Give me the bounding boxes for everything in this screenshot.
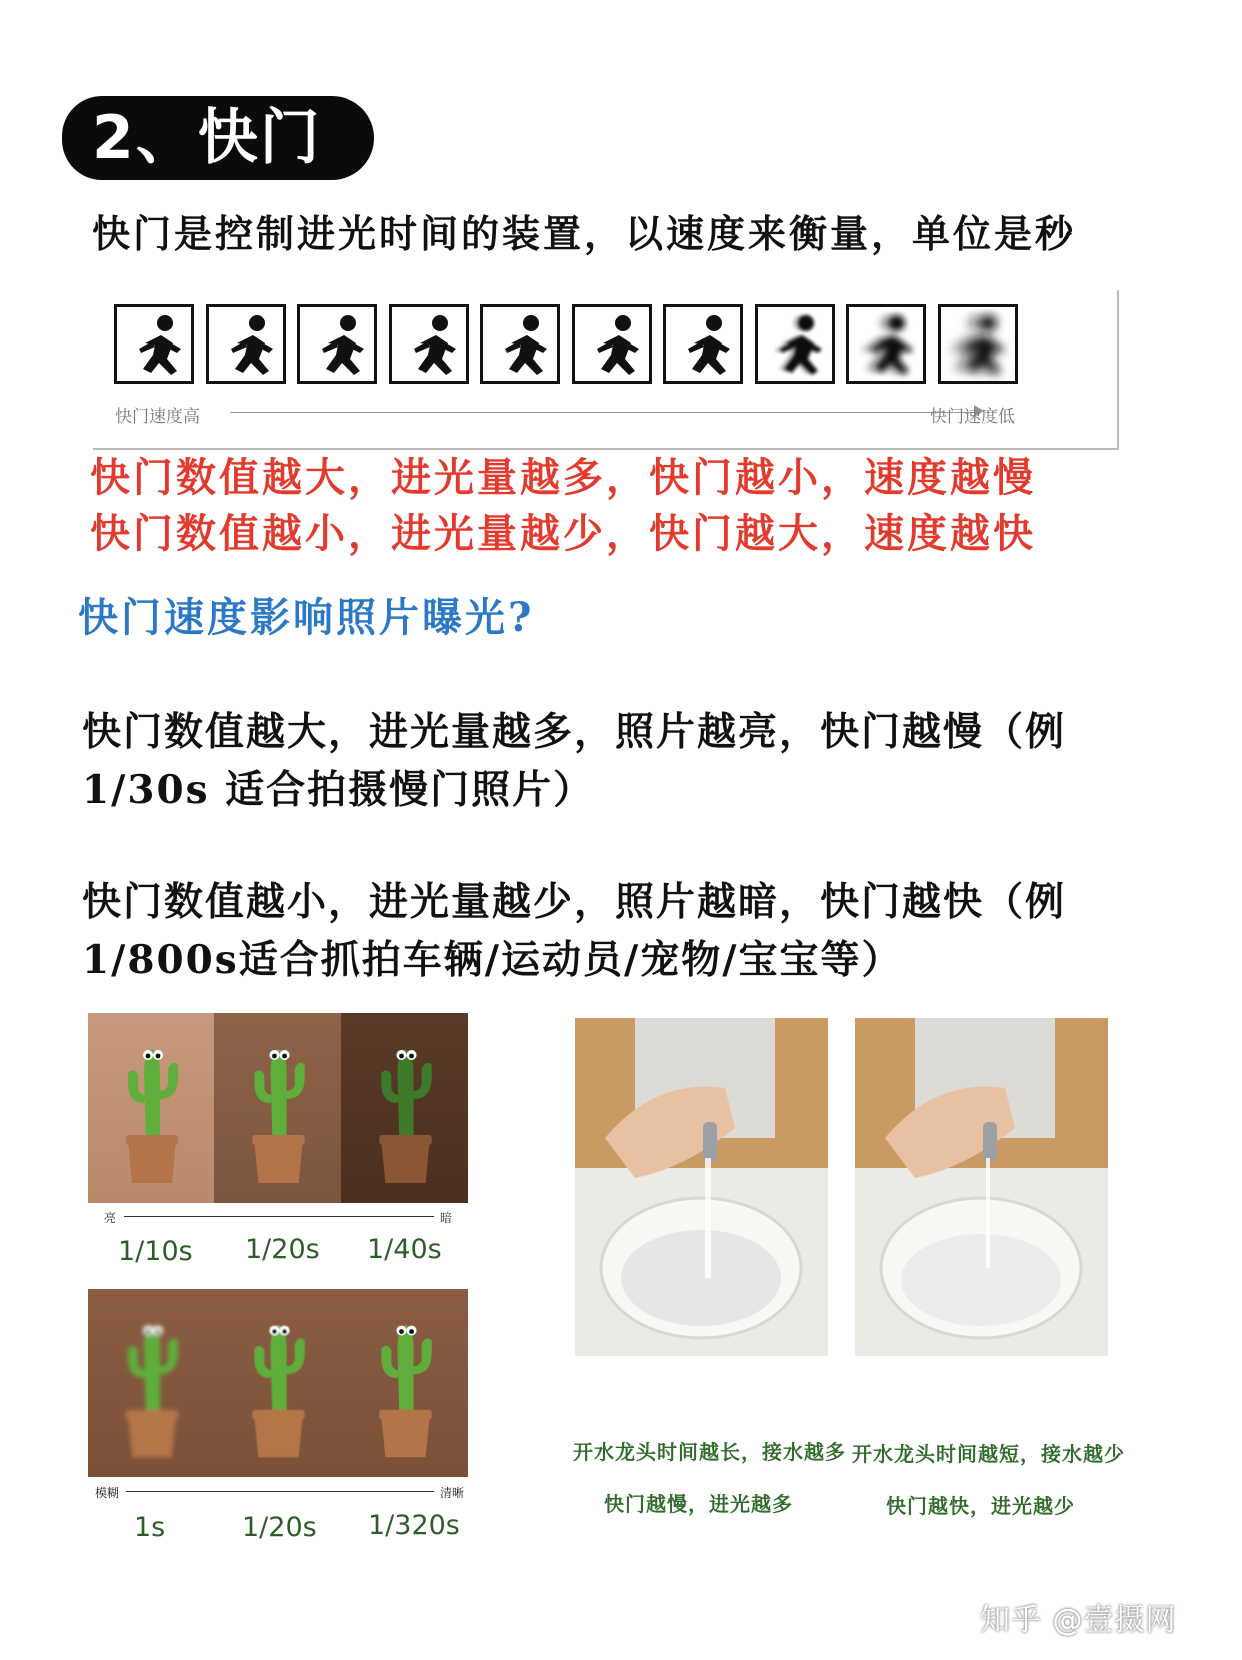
speed-label: 1/40s bbox=[367, 1234, 442, 1265]
running-man-icon bbox=[575, 307, 649, 381]
speed-label: 1/20s bbox=[242, 1512, 317, 1543]
sharp-label: 清晰 bbox=[440, 1486, 465, 1500]
speed-label: 1/10s bbox=[118, 1236, 193, 1267]
running-man-frame bbox=[297, 304, 377, 384]
running-man-frame bbox=[206, 304, 286, 384]
paragraph-1-line-1: 快门数值越大，进光量越多，照片越亮，快门越慢（例 bbox=[82, 709, 1067, 755]
rule-2: 快门数值越小，进光量越少，快门越大，速度越快 bbox=[90, 510, 1036, 557]
running-man-icon bbox=[849, 307, 923, 381]
blurry-label: 模糊 bbox=[95, 1486, 120, 1500]
running-man-frame bbox=[663, 304, 743, 384]
running-man-icon bbox=[300, 307, 374, 381]
water-photo-short bbox=[855, 1018, 1108, 1356]
speed-label: 1/320s bbox=[368, 1510, 460, 1541]
cactus-motion-photo-3 bbox=[341, 1289, 468, 1477]
bright-label: 亮 bbox=[104, 1211, 117, 1225]
running-man-icon bbox=[941, 307, 1015, 381]
running-man-frame bbox=[938, 304, 1018, 384]
paragraph-1-line-2: 1/30s 适合拍摄慢门照片） bbox=[82, 767, 595, 813]
cactus-exposure-photo-1 bbox=[88, 1013, 214, 1203]
intro-text: 快门是控制进光时间的装置，以速度来衡量，单位是秒 bbox=[92, 211, 1077, 256]
cactus-exposure-photo-3 bbox=[341, 1013, 468, 1203]
running-man-frame bbox=[480, 304, 560, 384]
running-man-icon bbox=[117, 307, 191, 381]
speed-label: 1/20s bbox=[245, 1234, 320, 1265]
watermark: 知乎 @壹摄网 bbox=[980, 1603, 1177, 1638]
running-man-frame bbox=[846, 304, 926, 384]
cactus-exposure-photo-2 bbox=[214, 1013, 341, 1203]
dark-label: 暗 bbox=[440, 1211, 453, 1225]
running-man-frame bbox=[114, 304, 194, 384]
running-man-frame bbox=[755, 304, 835, 384]
paragraph-2-line-1: 快门数值越小，进光量越少，照片越暗，快门越快（例 bbox=[82, 879, 1067, 925]
strip-right-label: 快门速度低 bbox=[930, 407, 1015, 427]
running-man-icon bbox=[666, 307, 740, 381]
rule-1: 快门数值越大，进光量越多，快门越小，速度越慢 bbox=[90, 454, 1036, 501]
strip-left-label: 快门速度高 bbox=[115, 407, 200, 427]
water-photo-long bbox=[575, 1018, 828, 1356]
strip-arrow-line bbox=[230, 412, 980, 413]
running-man-icon bbox=[483, 307, 557, 381]
speed-label: 1s bbox=[134, 1512, 166, 1543]
question-heading: 快门速度影响照片曝光? bbox=[78, 594, 535, 641]
cactus-motion-photo-1 bbox=[88, 1289, 214, 1477]
sharpness-scale-line bbox=[126, 1491, 434, 1492]
water-caption-slow: 快门越慢，进光越多 bbox=[604, 1492, 793, 1516]
paragraph-2-line-2: 1/800s适合抓拍车辆/运动员/宠物/宝宝等） bbox=[82, 937, 903, 983]
water-caption-fast: 快门越快，进光越少 bbox=[886, 1494, 1075, 1518]
section-title: 2、快门 bbox=[92, 103, 322, 173]
running-man-frame bbox=[389, 304, 469, 384]
running-man-frame bbox=[572, 304, 652, 384]
brightness-scale-line bbox=[124, 1216, 434, 1217]
water-caption-short: 开水龙头时间越短，接水越少 bbox=[852, 1442, 1125, 1466]
running-man-icon bbox=[209, 307, 283, 381]
running-man-icon bbox=[758, 307, 832, 381]
water-caption-long: 开水龙头时间越长，接水越多 bbox=[573, 1440, 846, 1464]
cactus-motion-photo-2 bbox=[214, 1289, 341, 1477]
running-man-icon bbox=[392, 307, 466, 381]
